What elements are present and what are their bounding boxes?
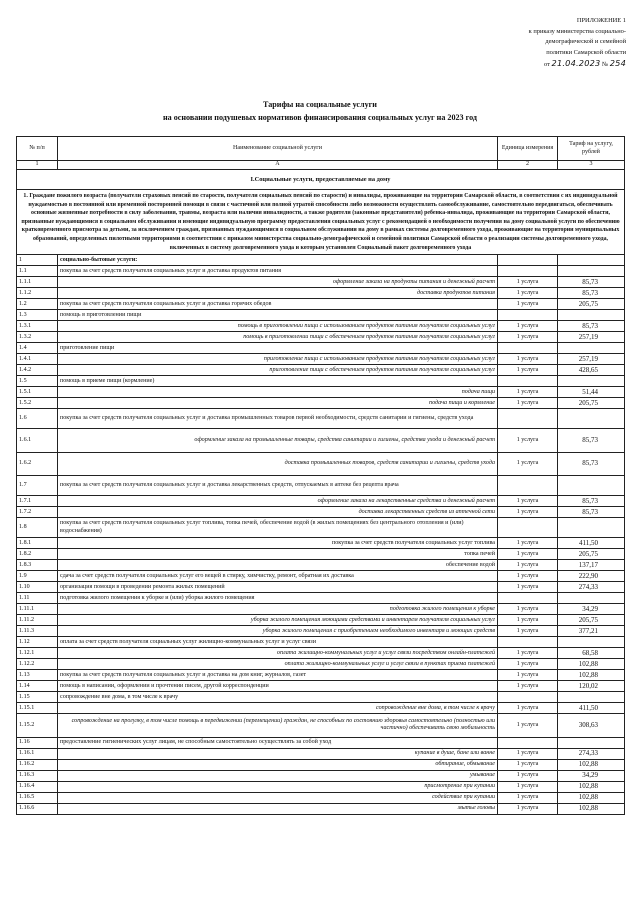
row-tariff: 85,73	[558, 277, 625, 288]
table-row	[17, 518, 625, 538]
row-service-name: содействие при купании	[58, 792, 498, 803]
row-unit	[498, 518, 558, 538]
row-unit: 1 услуга	[498, 288, 558, 299]
row-number: 1.16.4	[17, 781, 58, 792]
row-tariff	[558, 310, 625, 321]
table-row	[17, 803, 625, 814]
approval-line-4: политики Самарской области	[546, 48, 626, 56]
row-unit	[498, 266, 558, 277]
row-number: 1.11.2	[17, 615, 58, 626]
row-tariff: 68,58	[558, 648, 625, 659]
table-row	[17, 748, 625, 759]
row-unit: 1 услуга	[498, 582, 558, 593]
row-tariff: 222,90	[558, 571, 625, 582]
row-tariff: 274,33	[558, 582, 625, 593]
row-tariff	[558, 255, 625, 266]
title-line-1: Тарифы на социальные услуги	[263, 100, 377, 109]
row-number: 1.4	[17, 343, 58, 354]
table-row	[17, 670, 625, 681]
row-number: 1.9	[17, 571, 58, 582]
row-unit	[498, 637, 558, 648]
row-tariff: 102,88	[558, 670, 625, 681]
row-number: 1.5.1	[17, 387, 58, 398]
row-unit: 1 услуга	[498, 648, 558, 659]
row-unit: 1 услуга	[498, 398, 558, 409]
row-service-name: присмотрение при купании	[58, 781, 498, 792]
row-number: 1.7.2	[17, 507, 58, 518]
row-number: 1.16.1	[17, 748, 58, 759]
row-number: 1.15	[17, 692, 58, 703]
approval-line-3: демографической и семейной	[545, 38, 626, 45]
table-row	[17, 310, 625, 321]
row-number: 1.8.3	[17, 560, 58, 571]
table-row	[17, 277, 625, 288]
row-unit: 1 услуга	[498, 759, 558, 770]
row-tariff: 257,19	[558, 354, 625, 365]
row-number: 1.3.2	[17, 332, 58, 343]
table-row	[17, 637, 625, 648]
table-row	[17, 737, 625, 748]
row-unit	[498, 376, 558, 387]
row-service-name: покупка за счет средств получателя социальных услуг топлива, топка печей, обеспечение водой (в жилых помещениях без центрального отопления и (или) водоснабжения)	[58, 518, 498, 538]
row-tariff	[558, 593, 625, 604]
row-service-name: умывание	[58, 770, 498, 781]
row-unit: 1 услуга	[498, 365, 558, 376]
row-unit	[498, 409, 558, 429]
row-service-name: сдача за счет средств получателя социальных услуг его вещей в стирку, химчистку, ремонт, обратная их доставка	[58, 571, 498, 582]
row-tariff: 85,73	[558, 288, 625, 299]
approval-block	[476, 16, 626, 71]
row-unit: 1 услуга	[498, 770, 558, 781]
row-service-name: помощь в приеме пищи (кормление)	[58, 376, 498, 387]
table-row	[17, 266, 625, 277]
row-number: 1.6.2	[17, 452, 58, 476]
row-tariff	[558, 376, 625, 387]
row-unit	[498, 476, 558, 496]
table-row	[17, 792, 625, 803]
row-unit	[498, 737, 558, 748]
table-row	[17, 538, 625, 549]
row-tariff: 102,88	[558, 759, 625, 770]
approval-line-2: к приказу министерства социально-	[528, 27, 626, 35]
table-row	[17, 321, 625, 332]
approval-line-1: ПРИЛОЖЕНИЕ 1	[576, 17, 626, 24]
row-service-name: помощь в написании, оформлении и прочтении писем, другой корреспонденции	[58, 681, 498, 692]
row-service-name: предоставление гигиенических услуг лицам, не способным самостоятельно осуществлять за собой уход	[58, 737, 498, 748]
row-unit: 1 услуга	[498, 604, 558, 615]
header-name: Наименование социальной услуги	[58, 137, 498, 161]
table-row	[17, 604, 625, 615]
row-service-name: оформление заказа на лекарственные средства и денежный расчет	[58, 496, 498, 507]
row-unit: 1 услуга	[498, 748, 558, 759]
row-tariff: 51,44	[558, 387, 625, 398]
row-tariff: 205,75	[558, 398, 625, 409]
row-number: 1.8.1	[17, 538, 58, 549]
row-tariff	[558, 266, 625, 277]
table-row	[17, 507, 625, 518]
row-tariff: 102,88	[558, 781, 625, 792]
header-number-3: 3	[558, 161, 625, 170]
row-unit: 1 услуга	[498, 781, 558, 792]
date-prefix: от	[544, 61, 550, 68]
table-row	[17, 376, 625, 387]
table-row	[17, 703, 625, 714]
row-unit	[498, 593, 558, 604]
row-service-name: купание в душе, бане или ванне	[58, 748, 498, 759]
row-service-name: оплата жилищно-коммунальных услуг и услуг связи посредством онлайн-платежей	[58, 648, 498, 659]
row-service-name: оформление заказа на продукты питания и денежный расчет	[58, 277, 498, 288]
table-row	[17, 496, 625, 507]
row-unit: 1 услуга	[498, 571, 558, 582]
row-number: 1.16.3	[17, 770, 58, 781]
row-number: 1.11	[17, 593, 58, 604]
page-title	[0, 98, 640, 124]
number-prefix: №	[602, 61, 609, 68]
table-row	[17, 409, 625, 429]
row-unit: 1 услуга	[498, 670, 558, 681]
section-row	[17, 170, 625, 190]
header-number-2: 2	[498, 161, 558, 170]
row-number: 1.16	[17, 737, 58, 748]
row-number: 1.4.1	[17, 354, 58, 365]
row-unit: 1 услуга	[498, 299, 558, 310]
table-row	[17, 582, 625, 593]
row-unit: 1 услуга	[498, 703, 558, 714]
row-service-name: подготовка жилого помещения к уборке и (или) уборка жилого помещения	[58, 593, 498, 604]
table-row	[17, 429, 625, 453]
row-number: 1.4.2	[17, 365, 58, 376]
row-number: 1.16.5	[17, 792, 58, 803]
row-number: 1	[17, 255, 58, 266]
row-number: 1.5.2	[17, 398, 58, 409]
row-tariff: 85,73	[558, 507, 625, 518]
row-number: 1.7	[17, 476, 58, 496]
row-service-name: помощь в приготовлении пищи	[58, 310, 498, 321]
row-unit: 1 услуга	[498, 615, 558, 626]
row-service-name: покупка за счет средств получателя социальных услуг и доставка горячих обедов	[58, 299, 498, 310]
row-unit: 1 услуга	[498, 681, 558, 692]
row-tariff	[558, 518, 625, 538]
table-row	[17, 759, 625, 770]
row-service-name: приготовление пищи	[58, 343, 498, 354]
row-service-name: обеспечение водой	[58, 560, 498, 571]
row-tariff	[558, 476, 625, 496]
intro-row	[17, 190, 625, 255]
row-number: 1.6.1	[17, 429, 58, 453]
table-row	[17, 692, 625, 703]
tariff-table	[16, 136, 625, 815]
row-tariff: 102,88	[558, 803, 625, 814]
row-tariff: 257,19	[558, 332, 625, 343]
row-service-name: уборка жилого помещения моющими средствами и инвентарем получателя социальных услуг	[58, 615, 498, 626]
row-number: 1.5	[17, 376, 58, 387]
table-row	[17, 770, 625, 781]
row-service-name: покупка за счет средств получателя социальных услуг и доставка продуктов питания	[58, 266, 498, 277]
row-tariff: 120,02	[558, 681, 625, 692]
row-number: 1.12	[17, 637, 58, 648]
row-unit: 1 услуга	[498, 387, 558, 398]
row-unit: 1 услуга	[498, 803, 558, 814]
row-tariff: 102,88	[558, 659, 625, 670]
table-row	[17, 560, 625, 571]
row-unit	[498, 255, 558, 266]
header-tariff: Тариф на услугу, рублей	[558, 137, 625, 161]
row-service-name: приготовление пищи с обеспечением продуктов питания получателя социальных услуг	[58, 365, 498, 376]
row-number: 1.2	[17, 299, 58, 310]
header-number-a: A	[58, 161, 498, 170]
table-row	[17, 299, 625, 310]
row-number: 1.8	[17, 518, 58, 538]
row-unit: 1 услуга	[498, 792, 558, 803]
row-service-name: уборка жилого помещения с приобретением необходимого инвентаря и моющих средств	[58, 626, 498, 637]
row-service-name: доставка лекарственных средств из аптечной сети	[58, 507, 498, 518]
row-service-name: организация помощи в проведении ремонта жилых помещений	[58, 582, 498, 593]
row-service-name: приготовление пищи с использованием продуктов питания получателя социальных услуг	[58, 354, 498, 365]
row-number: 1.16.6	[17, 803, 58, 814]
row-service-name: обтирание, обмывание	[58, 759, 498, 770]
row-service-name: помощь в приготовлении пищи с использованием продуктов питания получателя социальных услуг	[58, 321, 498, 332]
row-unit	[498, 310, 558, 321]
table-row	[17, 659, 625, 670]
row-service-name: сопровождение вне дома, в том числе к врачу	[58, 703, 498, 714]
row-service-name: топка печей	[58, 549, 498, 560]
row-service-name: покупка за счет средств получателя социальных услуг и доставка лекарственных средств, отпускаемых в аптеке без рецепта врача	[58, 476, 498, 496]
row-number: 1.1.2	[17, 288, 58, 299]
row-service-name: социально-бытовые услуги:	[58, 255, 498, 266]
row-service-name: подача пищи	[58, 387, 498, 398]
row-tariff: 205,75	[558, 615, 625, 626]
row-unit: 1 услуга	[498, 549, 558, 560]
row-service-name: подготовка жилого помещения к уборке	[58, 604, 498, 615]
row-number: 1.1.1	[17, 277, 58, 288]
row-number: 1.15.1	[17, 703, 58, 714]
approval-date-number	[476, 58, 626, 71]
row-tariff	[558, 343, 625, 354]
row-service-name: оформление заказа на промышленные товары, средства санитарии и гигиены, средства ухода и денежный расчет	[58, 429, 498, 453]
table-row	[17, 549, 625, 560]
header-num: № п/п	[17, 137, 58, 161]
table-row	[17, 626, 625, 637]
row-tariff: 34,29	[558, 770, 625, 781]
row-unit: 1 услуга	[498, 321, 558, 332]
row-number: 1.15.2	[17, 714, 58, 738]
row-unit: 1 услуга	[498, 538, 558, 549]
row-unit	[498, 692, 558, 703]
table-row	[17, 648, 625, 659]
row-service-name: сопровождение вне дома, в том числе к врачу	[58, 692, 498, 703]
row-service-name: доставка продуктов питания	[58, 288, 498, 299]
row-unit: 1 услуга	[498, 332, 558, 343]
row-tariff: 85,73	[558, 321, 625, 332]
row-number: 1.12.1	[17, 648, 58, 659]
row-tariff: 411,50	[558, 703, 625, 714]
row-number: 1.13	[17, 670, 58, 681]
row-tariff: 308,63	[558, 714, 625, 738]
row-number: 1.14	[17, 681, 58, 692]
row-tariff: 205,75	[558, 299, 625, 310]
table-row	[17, 593, 625, 604]
row-tariff	[558, 637, 625, 648]
table-row	[17, 343, 625, 354]
table-row	[17, 452, 625, 476]
row-tariff: 85,73	[558, 496, 625, 507]
row-tariff: 274,33	[558, 748, 625, 759]
row-tariff: 34,29	[558, 604, 625, 615]
row-unit: 1 услуга	[498, 507, 558, 518]
section-title: I.Социальные услуги, предоставляемые на дому	[17, 170, 625, 190]
row-tariff: 102,88	[558, 792, 625, 803]
row-tariff	[558, 737, 625, 748]
row-unit: 1 услуга	[498, 277, 558, 288]
row-number: 1.12.2	[17, 659, 58, 670]
row-unit: 1 услуга	[498, 429, 558, 453]
row-unit: 1 услуга	[498, 714, 558, 738]
row-number: 1.10	[17, 582, 58, 593]
row-tariff: 205,75	[558, 549, 625, 560]
date-value: 21.04.2023	[551, 58, 601, 68]
row-tariff	[558, 692, 625, 703]
table-row	[17, 571, 625, 582]
row-number: 1.6	[17, 409, 58, 429]
row-service-name: мытье головы	[58, 803, 498, 814]
intro-text: 1. Граждане пожилого возраста (получатели страховых пенсий по старости, получатели социальных пенсий по старости) и инвалиды, проживающие на территории Самарской области, в соответствии с их индивидуальной нуждаемостью в постоянной или временной посторонней помощи в связи с частичной или полной утратой способности либо возможности осуществлять самообслуживание, самостоятельно передвигаться, обеспечивать основные жизненные потребности в силу заболевания, травмы, возраста или наличия инвалидности, а также родители (законные представители) ребенка-инвалида, проживающие на территории Самарской области, признанные нуждающимися в социальном обслуживании и имеющие индивидуальную программу предоставления социальных услуг с рекомендацией о необходимости получения на дому социальной услуги по обеспечению кратковременного присмотра за детьми, за исключением граждан, признанных нуждающимися в социальном обслуживании на дому в рамках системы долговременного ухода, проживающие на территории муниципальных образований, определенных пилотными территориями в соответствии с приказом министерства социально-демографической и семейной политики Самарской области о реализации системы долговременного ухода, включенных в систему долговременного ухода и которым установлен Социальный пакет долговременного ухода	[17, 190, 625, 255]
row-number: 1.8.2	[17, 549, 58, 560]
header-unit: Единица измерения	[498, 137, 558, 161]
row-service-name: сопровождение на прогулку, в том числе помощь в передвижении (перемещении) граждан, не способных по состоянию здоровья самостоятельно (полностью или частично) обеспечивать свою мобильность	[58, 714, 498, 738]
table-row	[17, 681, 625, 692]
table-row	[17, 615, 625, 626]
row-number: 1.1	[17, 266, 58, 277]
row-unit: 1 услуга	[498, 626, 558, 637]
row-unit: 1 услуга	[498, 560, 558, 571]
row-tariff	[558, 409, 625, 429]
row-service-name: покупка за счет средств получателя социальных услуг топлива	[58, 538, 498, 549]
row-service-name: доставка промышленных товаров, средств санитарии и гигиены, средств ухода	[58, 452, 498, 476]
row-unit: 1 услуга	[498, 496, 558, 507]
row-tariff: 85,73	[558, 429, 625, 453]
row-tariff: 428,65	[558, 365, 625, 376]
row-service-name: помощь в приготовлении пищи с обеспечением продуктов питания получателя социальных услуг	[58, 332, 498, 343]
table-row	[17, 714, 625, 738]
row-number: 1.3.1	[17, 321, 58, 332]
header-numbers-row	[17, 161, 625, 170]
table-row	[17, 354, 625, 365]
table-row	[17, 288, 625, 299]
table-row	[17, 332, 625, 343]
row-unit: 1 услуга	[498, 354, 558, 365]
row-number: 1.3	[17, 310, 58, 321]
row-tariff: 85,73	[558, 452, 625, 476]
row-service-name: оплата жилищно-коммунальных услуг и услуг связи в пунктах приема платежей	[58, 659, 498, 670]
row-number: 1.16.2	[17, 759, 58, 770]
table-row	[17, 781, 625, 792]
row-number: 1.11.1	[17, 604, 58, 615]
row-tariff: 411,50	[558, 538, 625, 549]
row-number: 1.7.1	[17, 496, 58, 507]
title-line-2: на основании подушевых нормативов финансирования социальных услуг на 2023 год	[162, 113, 478, 122]
number-value: 254	[609, 58, 626, 68]
row-number: 1.11.3	[17, 626, 58, 637]
header-row	[17, 137, 625, 161]
row-unit: 1 услуга	[498, 659, 558, 670]
row-service-name: покупка за счет средств получателя социальных услуг и доставка на дом книг, журналов, газет	[58, 670, 498, 681]
table-row	[17, 365, 625, 376]
row-service-name: подача пищи и кормление	[58, 398, 498, 409]
header-number-1: 1	[17, 161, 58, 170]
row-tariff: 137,17	[558, 560, 625, 571]
row-service-name: покупка за счет средств получателя социальных услуг и доставка промышленных товаров первой необходимости, средств санитарии и гигиены, средств ухода	[58, 409, 498, 429]
row-unit: 1 услуга	[498, 452, 558, 476]
table-row	[17, 398, 625, 409]
row-unit	[498, 343, 558, 354]
row-service-name: оплата за счет средств получателя социальных услуг жилищно-коммунальных услуг и услуг связи	[58, 637, 498, 648]
row-tariff: 377,21	[558, 626, 625, 637]
table-row	[17, 255, 625, 266]
table-row	[17, 387, 625, 398]
table-row	[17, 476, 625, 496]
